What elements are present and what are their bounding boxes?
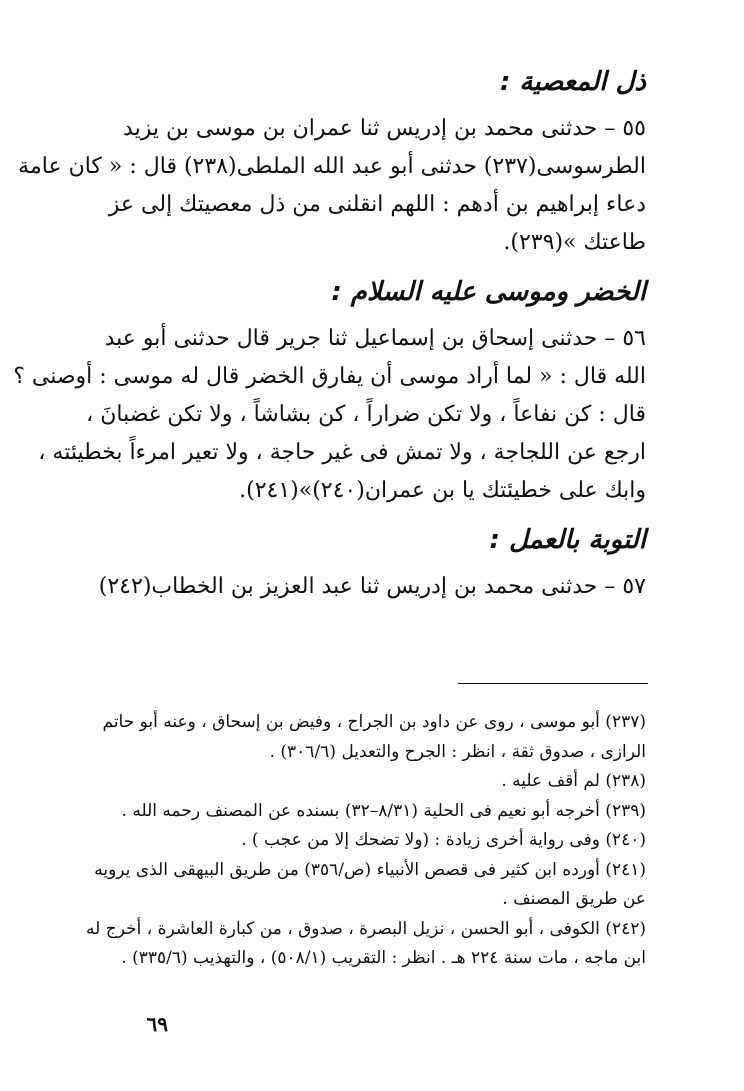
paragraph-line: دعاء إبراهيم بن أدهم : اللهم انقلنى من ذل معصيتك إلى عز (108, 192, 646, 217)
section-heading-repentance-by-deeds: التوبة بالعمل : (489, 525, 646, 555)
footnote-line: ابن ماجه ، مات سنة ٢٢٤ هـ . انظر : التقريب (٥٠٨/١) ، والتهذيب (٣٣٥/٦) . (121, 948, 646, 968)
footnote-line: (٢٤١) أورده ابن كثير فى قصص الأنبياء (ص/٣٥٦) من طريق البيهقى الذى يرويه (94, 859, 646, 880)
footnote-line: عن طريق المصنف . (502, 889, 646, 909)
footnotes (86, 708, 646, 974)
paragraph-line: ارجع عن اللجاجة ، ولا تمش فى غير حاجة ، ولا تعير امرءاً بخطيئته ، (38, 440, 646, 465)
paragraph-line: ٥٥ – حدثنى محمد بن إدريس ثنا عمران بن موسى بن يزيد (123, 116, 646, 141)
paragraph-line: وابك على خطيئتك يا بن عمران(٢٤٠)»(٢٤١). (239, 478, 646, 503)
footnote-line: (٢٣٨) لم أقف عليه . (501, 771, 646, 791)
footnote-line: (٢٤٢) الكوفى ، أبو الحسن ، نزيل البصرة ، صدوق ، من كبارة العاشرة ، أخرج له (86, 918, 646, 939)
paragraph-56 (13, 320, 646, 510)
paragraph-line: الله قال : « لما أراد موسى أن يفارق الخضر قال له موسى : أوصنى ؟ (13, 364, 646, 389)
paragraph-line: ٥٦ – حدثنى إسحاق بن إسماعيل ثنا جرير قال حدثنى أبو عبد (104, 326, 646, 351)
paragraph-57 (98, 568, 646, 606)
footnote-line: الرازى ، صدوق ثقة ، انظر : الجرح والتعديل (٣٠٦/٦) . (269, 741, 646, 762)
footnote-line: (٢٣٩) أخرجه أبو نعيم فى الحلية (٨/٣١–٣٢) بسنده عن المصنف رحمه الله . (121, 800, 646, 821)
page-number: ٦٩ (146, 1012, 168, 1036)
footnote-line: (٢٤٠) وفى رواية أخرى زيادة : (ولا تضحك إلا من عجب ) . (241, 830, 646, 850)
paragraph-line: قال : كن نفاعاً ، ولا تكن ضراراً ، كن بشاشاً ، ولا تكن غضبانَ ، (86, 402, 646, 427)
paragraph-line: ٥٧ – حدثنى محمد بن إدريس ثنا عبد العزيز بن الخطاب(٢٤٢) (98, 574, 646, 599)
section-heading-humiliation-of-sin: ذل المعصية : (499, 67, 646, 97)
footnote-divider (458, 683, 648, 684)
paragraph-line: طاعتك »(٢٣٩). (503, 230, 646, 255)
section-heading-khidr-and-musa: الخضر وموسى عليه السلام : (331, 277, 646, 307)
paragraph-55 (18, 110, 646, 262)
footnote-line: (٢٣٧) أبو موسى ، روى عن داود بن الجراح ، وفيض بن إسحاق ، وعنه أبو حاتم (102, 712, 646, 732)
paragraph-line: الطرسوسى(٢٣٧) حدثنى أبو عبد الله الملطى(٢٣٨) قال : « كان عامة (18, 154, 646, 179)
